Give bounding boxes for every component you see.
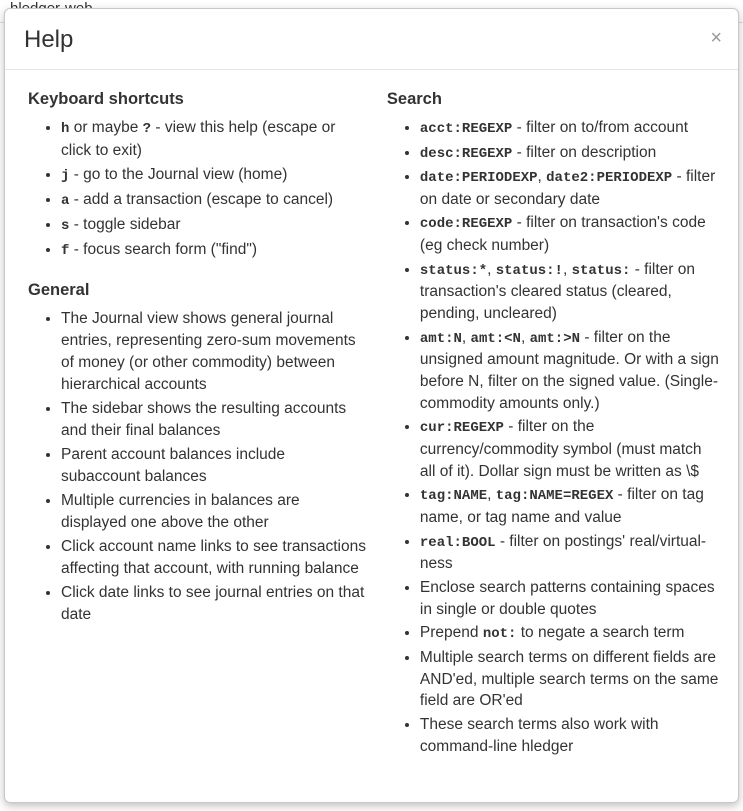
list-item xyxy=(420,142,720,165)
list-item: • Click date links to see journal entries on that date xyxy=(61,582,368,626)
shortcut-key: a xyxy=(61,192,70,209)
shortcut-description: - toggle sidebar xyxy=(69,215,181,233)
shortcut-description: - focus search form ("find") xyxy=(69,240,257,258)
list-item xyxy=(420,416,720,482)
keyboard-shortcuts-list xyxy=(23,117,368,261)
list-item: • Parent account balances include subaccount balances xyxy=(61,444,368,488)
list-item xyxy=(420,166,720,210)
separator: , xyxy=(487,486,496,504)
list-item: • The sidebar shows the resulting accounts and their final balances xyxy=(61,398,368,442)
search-term-description: Enclose search patterns containing spaces in single or double quotes xyxy=(419,578,715,618)
search-query-token: amt:<N xyxy=(470,330,521,347)
list-item xyxy=(420,484,720,528)
list-item xyxy=(420,714,720,757)
help-modal-header xyxy=(5,9,738,70)
general-list xyxy=(23,308,368,626)
close-icon[interactable]: × xyxy=(710,27,722,49)
search-query-token: status:* xyxy=(419,262,488,279)
search-heading: Search xyxy=(386,90,442,108)
help-modal-body xyxy=(5,70,738,759)
list-item xyxy=(61,189,368,212)
list-item xyxy=(61,164,368,187)
search-query-token: amt:>N xyxy=(529,330,581,347)
list-item xyxy=(420,577,720,620)
help-modal xyxy=(4,8,739,803)
search-term-description: - filter on transaction's cleared status (cleared, pending, uncleared) xyxy=(419,260,696,323)
list-item xyxy=(61,117,368,162)
general-heading: General xyxy=(28,281,90,300)
list-item xyxy=(420,327,720,415)
shortcut-key: ? xyxy=(142,121,152,137)
search-term-description: These search terms also work with command-line hledger xyxy=(419,715,659,755)
list-item xyxy=(61,214,368,237)
list-item xyxy=(420,117,720,140)
list-item: • The Journal view shows general journal entries, representing zero-sum movements of money (or other commodity) between hierarchical accounts xyxy=(61,308,368,396)
search-query-token: date:PERIODEXP xyxy=(419,170,538,187)
shortcut-key: f xyxy=(61,242,70,259)
list-item xyxy=(420,647,720,712)
list-item xyxy=(61,239,368,262)
search-query-token: tag:NAME xyxy=(419,488,488,505)
search-query-token: real:BOOL xyxy=(419,534,496,551)
search-term-prefix: Prepend xyxy=(419,624,483,642)
search-query-token: status: xyxy=(571,262,631,279)
help-left-column xyxy=(23,88,376,759)
list-item xyxy=(420,212,720,256)
keyboard-shortcuts-heading: Keyboard shortcuts xyxy=(28,90,184,108)
separator: , xyxy=(461,328,471,346)
shortcut-description: - add a transaction (escape to cancel) xyxy=(69,190,334,208)
help-modal-title: Help xyxy=(24,26,74,53)
search-query-token: status:! xyxy=(495,262,563,279)
shortcut-description: - go to the Journal view (home) xyxy=(69,165,288,183)
search-query-token: cur:REGEXP xyxy=(419,420,504,437)
search-term-description: - filter on description xyxy=(512,143,657,161)
search-term-description: - filter on to/from account xyxy=(512,119,689,136)
separator: , xyxy=(562,260,572,278)
search-term-description: - filter on transaction's code (eg check number) xyxy=(419,214,706,255)
separator: , xyxy=(537,168,547,186)
search-query-token: not: xyxy=(482,626,517,643)
search-query-token: desc:REGEXP xyxy=(419,145,513,162)
search-query-token: tag:NAME=REGEX xyxy=(495,488,614,505)
list-item xyxy=(420,531,720,575)
shortcut-description: - view this help (escape or click to exit) xyxy=(61,119,336,159)
shortcut-key: s xyxy=(61,217,70,234)
search-term-description: to negate a search term xyxy=(516,624,685,642)
search-term-description: - filter on tag name, or tag name and value xyxy=(419,486,704,526)
list-item: • Click account name links to see transactions affecting that account, with running balance xyxy=(61,536,368,580)
search-term-description: Multiple search terms on different fields are AND'ed, multiple search terms on the same field are OR'ed xyxy=(419,648,719,710)
shortcut-description: or maybe xyxy=(69,119,143,136)
search-query-token: acct:REGEXP xyxy=(419,121,513,137)
search-list xyxy=(382,117,720,757)
separator: , xyxy=(487,260,496,278)
list-item: • Multiple currencies in balances are displayed one above the other xyxy=(61,490,368,534)
list-item xyxy=(420,622,720,645)
search-term-description: - filter on postings' real/virtual-ness xyxy=(419,532,707,573)
search-term-description: - filter on date or secondary date xyxy=(419,168,716,208)
shortcut-key: h xyxy=(61,121,70,137)
search-query-token: amt:N xyxy=(419,330,462,347)
search-query-token: date2:PERIODEXP xyxy=(546,170,673,187)
search-query-token: code:REGEXP xyxy=(419,216,513,233)
separator: , xyxy=(520,328,530,346)
shortcut-key: j xyxy=(61,167,70,184)
list-item xyxy=(420,259,720,325)
search-term-description: - filter on the currency/commodity symbol (must match all of it). Dollar sign must be written as \$ xyxy=(419,418,702,480)
search-term-description: - filter on the unsigned amount magnitude. Or with a sign before N, filter on the signed value. (Single-commodity amounts only.) xyxy=(419,328,719,412)
help-right-column xyxy=(376,88,720,759)
